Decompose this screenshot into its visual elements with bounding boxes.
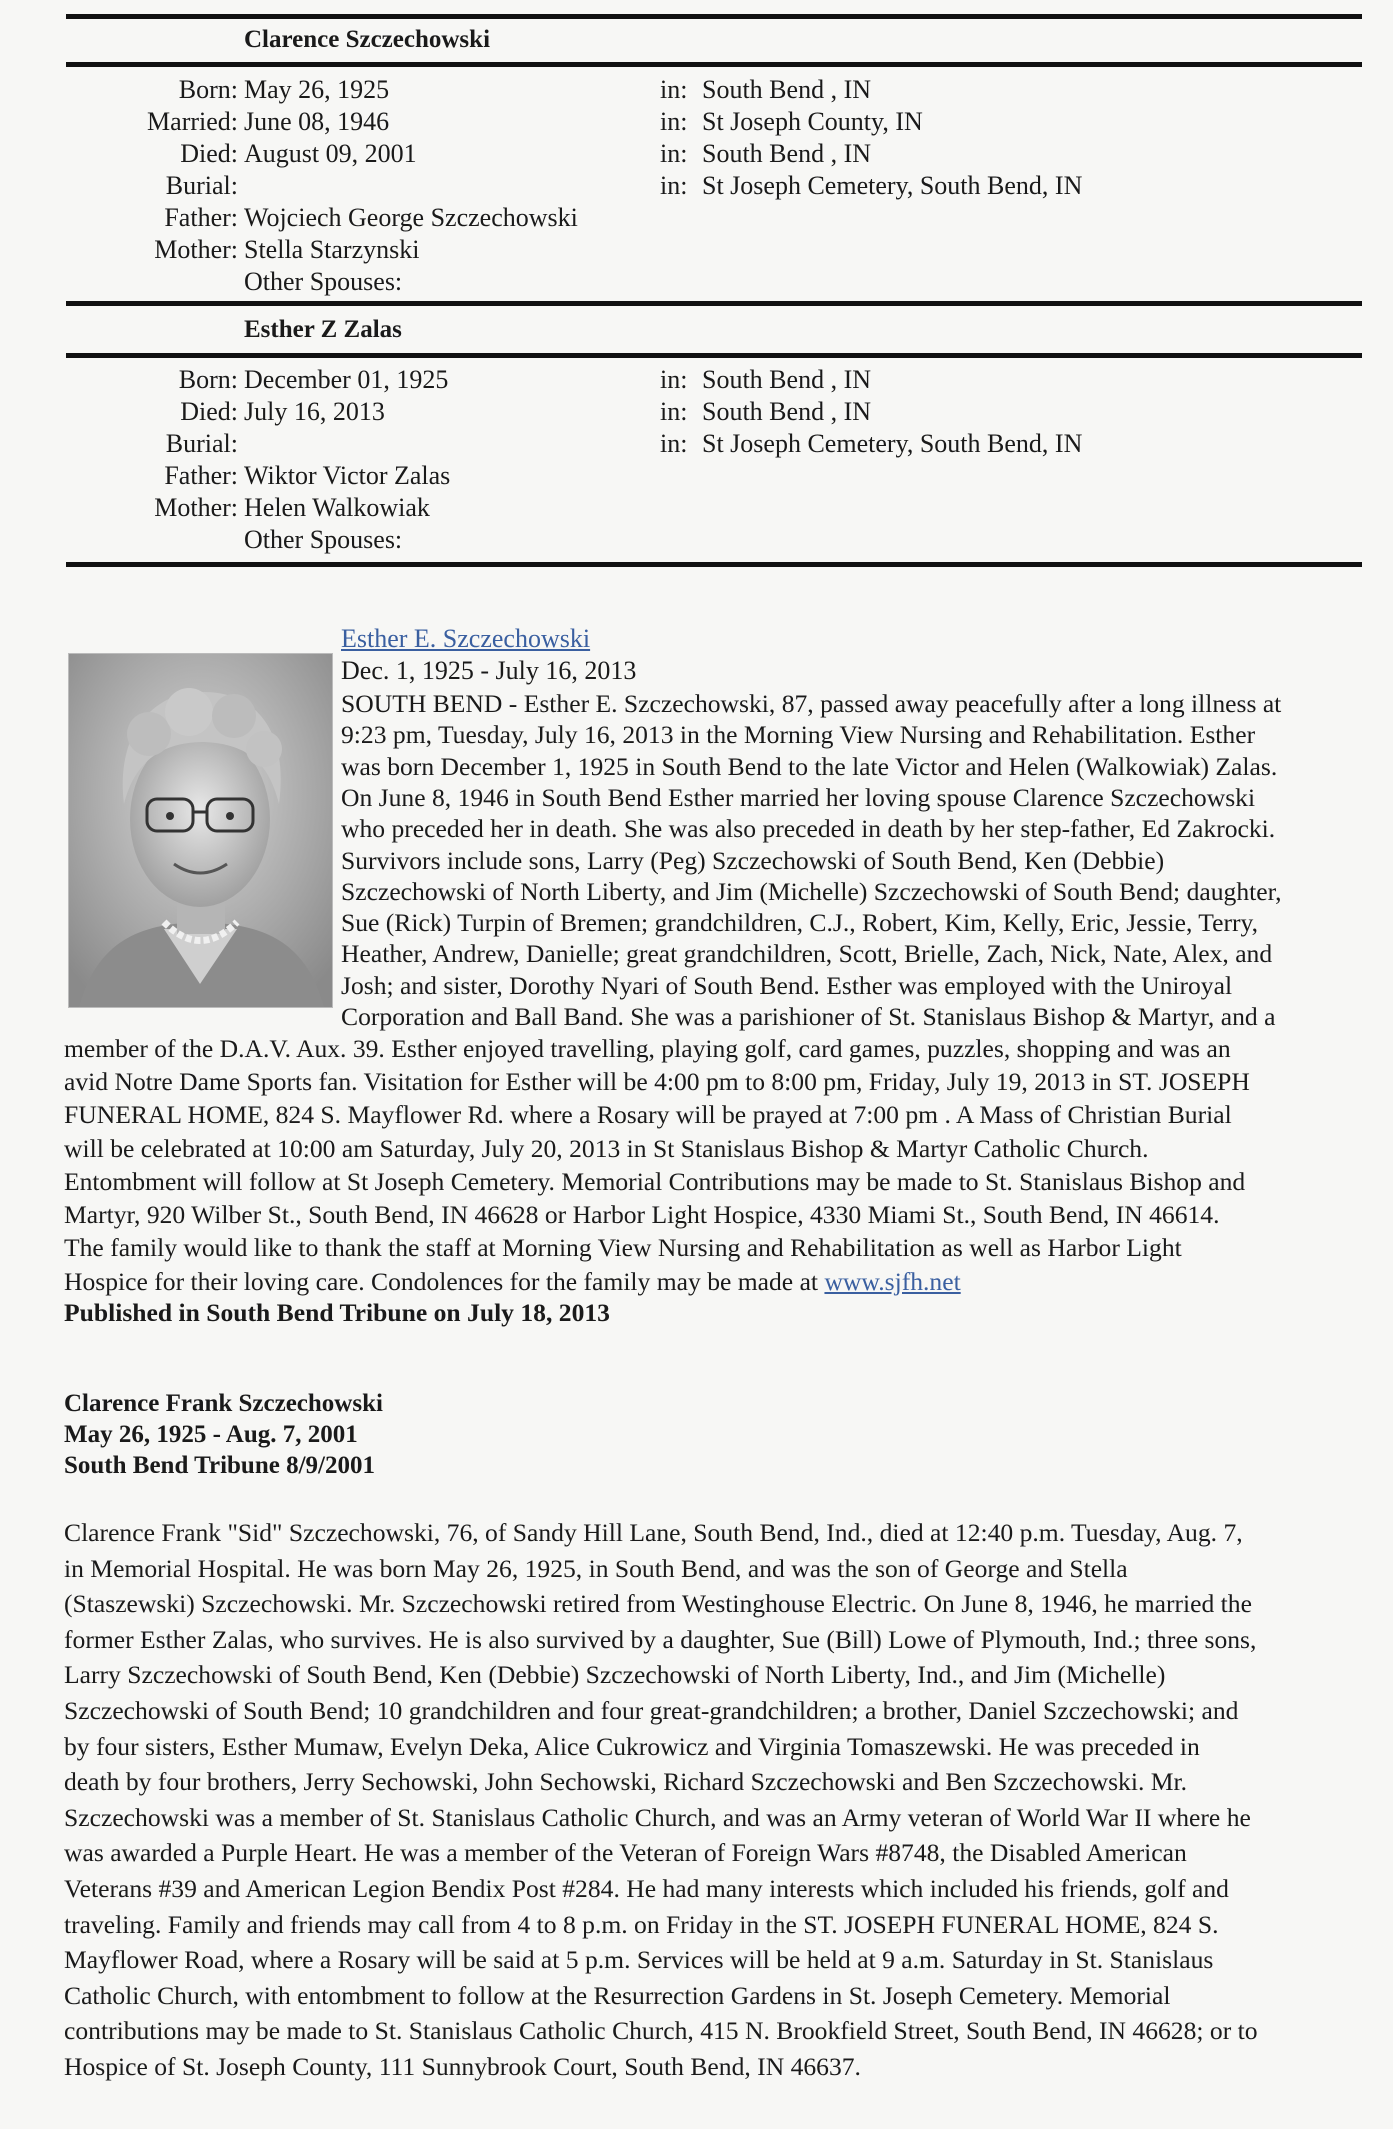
esther-name-link[interactable]: Esther E. Szczechowski <box>341 624 591 653</box>
fact-value: Wojciech George Szczechowski <box>244 203 578 232</box>
text-line: by four sisters, Esther Mumaw, Evelyn Deka, Alice Cukrowicz and Virginia Tomaszewski. He was preceded in <box>64 1731 1200 1761</box>
text-line: former Esther Zalas, who survives. He is also survived by a daughter, Sue (Bill) Lowe of Plymouth, Ind.; three sons, <box>64 1624 1257 1654</box>
fact-location <box>660 266 702 298</box>
text-line: Hospice of St. Joseph County, 111 Sunnybrook Court, South Bend, IN 46637. <box>64 2052 861 2081</box>
text-line: Szczechowski of North Liberty, and Jim (Michelle) Szczechowski of South Bend; daughter, <box>341 876 1282 906</box>
esther-condolence-line <box>64 1266 961 1298</box>
fact-label: Mother: <box>154 235 238 264</box>
text-line: 9:23 pm, Tuesday, July 16, 2013 in the Morning View Nursing and Rehabilitation. Esther <box>341 720 1256 750</box>
text-line: Martyr, 920 Wilber St., South Bend, IN 46628 or Harbor Light Hospice, 4330 Miami St., South Bend, IN 46614. <box>64 1200 1220 1229</box>
clarence-heading-source: South Bend Tribune 8/9/2001 <box>64 1452 375 1479</box>
text-line: Josh; and sister, Dorothy Nyari of South Bend. Esther was employed with the Uniroyal <box>341 970 1233 1000</box>
text-line: Veterans #39 and American Legion Bendix Post #284. He had many interests which included his friends, golf and <box>64 1874 1229 1903</box>
text-line: traveling. Family and friends may call from 4 to 8 p.m. on Friday in the ST. JOSEPH FUNERAL HOME, 824 S. <box>64 1909 1219 1939</box>
husband-fact-row <box>0 170 1393 202</box>
fact-location <box>660 492 702 524</box>
text-line: was born December 1, 1925 in South Bend to the late Victor and Helen (Walkowiak) Zalas. <box>341 751 1278 781</box>
fact-in-label: in: <box>660 429 688 458</box>
fact-in-label: in: <box>660 107 688 136</box>
clarence-heading-dates: May 26, 1925 - Aug. 7, 2001 <box>64 1421 358 1448</box>
fact-location <box>660 138 871 170</box>
fact-label: Burial: <box>165 171 238 200</box>
fact-value: Helen Walkowiak <box>244 493 430 522</box>
text-line: Szczechowski of South Bend; 10 grandchildren and four great-grandchildren; a brother, Daniel Szczechowski; and <box>64 1696 1239 1725</box>
wife-rule <box>66 353 1362 358</box>
text-line: Sue (Rick) Turpin of Bremen; grandchildren, C.J., Robert, Kim, Kelly, Eric, Jessie, Terry, <box>341 908 1259 938</box>
text-line: who preceded her in death. She was also preceded in death by her step-father, Ed Zakrocki. <box>341 814 1276 844</box>
funeral-home-link[interactable]: www.sjfh.net <box>824 1267 961 1296</box>
fact-value: May 26, 1925 <box>244 75 390 104</box>
fact-place: South Bend , IN <box>702 139 871 168</box>
text-line: Larry Szczechowski of South Bend, Ken (Debbie) Szczechowski of North Liberty, Ind., and Jim (Michelle) <box>64 1660 1166 1690</box>
fact-value: Other Spouses: <box>244 267 403 296</box>
fact-label: Born: <box>178 365 238 394</box>
fact-value: Stella Starzynski <box>244 235 420 264</box>
text-line: Catholic Church, with entombment to follow at the Resurrection Gardens in St. Joseph Cemetery. Memorial <box>64 1980 1171 2010</box>
fact-label: Father: <box>164 461 238 490</box>
wife-fact-row <box>0 460 1393 492</box>
text-line: avid Notre Dame Sports fan. Visitation for Esther will be 4:00 pm to 8:00 pm, Friday, July 19, 2013 in ST. JOSEPH <box>64 1067 1250 1097</box>
text-line: Mayflower Road, where a Rosary will be said at 5 p.m. Services will be held at 9 a.m. Saturday in St. Stanislaus <box>64 1945 1214 1975</box>
text-line: (Staszewski) Szczechowski. Mr. Szczechowski retired from Westinghouse Electric. On June 8, 1946, he married the <box>64 1589 1252 1619</box>
fact-label: Burial: <box>165 429 238 458</box>
fact-location <box>660 74 871 106</box>
text-line: Survivors include sons, Larry (Peg) Szczechowski of South Bend, Ken (Debbie) <box>341 845 1165 875</box>
fact-label: Married: <box>147 107 238 136</box>
fact-in-label: in: <box>660 139 688 168</box>
fact-label: Died: <box>180 139 238 168</box>
fact-location <box>660 460 702 492</box>
husband-name: Clarence Szczechowski <box>244 26 491 53</box>
text-line: Heather, Andrew, Danielle; great grandchildren, Scott, Brielle, Zach, Nick, Nate, Alex, and <box>341 939 1273 969</box>
text-line: contributions may be made to St. Stanislaus Catholic Church, 415 N. Brookfield Street, South Bend, IN 46628; or to <box>64 2016 1258 2046</box>
portrait-photo <box>68 653 333 1008</box>
portrait-image <box>69 654 332 1007</box>
fact-place: St Joseph Cemetery, South Bend, IN <box>702 171 1083 200</box>
fact-place: St Joseph Cemetery, South Bend, IN <box>702 429 1083 458</box>
wife-fact-row <box>0 428 1393 460</box>
condolence-text: Hospice for their loving care. Condolences for the family may be made at <box>64 1267 825 1296</box>
husband-rule <box>66 62 1362 67</box>
fact-in-label: in: <box>660 397 688 426</box>
fact-in-label: in: <box>660 365 688 394</box>
husband-fact-row <box>0 74 1393 106</box>
fact-location <box>660 170 1082 202</box>
fact-label: Mother: <box>154 493 238 522</box>
fact-label: Died: <box>180 397 238 426</box>
fact-place: St Joseph County, IN <box>702 107 923 136</box>
text-line: member of the D.A.V. Aux. 39. Esther enjoyed travelling, playing golf, card games, puzzles, shopping and was an <box>64 1034 1231 1063</box>
fact-location <box>660 202 702 234</box>
text-line: Entombment will follow at St Joseph Cemetery. Memorial Contributions may be made to St. Stanislaus Bishop and <box>64 1166 1246 1196</box>
text-line: in Memorial Hospital. He was born May 26, 1925, in South Bend, and was the son of George and Stella <box>64 1553 1128 1583</box>
fact-value: August 09, 2001 <box>244 139 417 168</box>
fact-value: June 08, 1946 <box>244 107 390 136</box>
fact-place: South Bend , IN <box>702 75 871 104</box>
fact-location <box>660 364 871 396</box>
fact-location <box>660 396 871 428</box>
husband-fact-row <box>0 202 1393 234</box>
fact-location <box>660 524 702 556</box>
fact-value: Other Spouses: <box>244 525 403 554</box>
clarence-heading-name: Clarence Frank Szczechowski <box>64 1390 383 1417</box>
husband-fact-row <box>0 138 1393 170</box>
fact-value: Wiktor Victor Zalas <box>244 461 451 490</box>
text-line: will be celebrated at 10:00 am Saturday, July 20, 2013 in St Stanislaus Bishop & Martyr Catholic Church. <box>64 1133 1149 1163</box>
esther-dates: Dec. 1, 1925 - July 16, 2013 <box>341 656 637 685</box>
text-line: SOUTH BEND - Esther E. Szczechowski, 87, passed away peacefully after a long illness at <box>341 689 1282 718</box>
fact-in-label: in: <box>660 171 688 200</box>
text-line: death by four brothers, Jerry Sechowski, John Sechowski, Richard Szczechowski and Ben Szczechowski. Mr. <box>64 1767 1188 1797</box>
fact-location <box>660 428 1082 460</box>
fact-value: December 01, 1925 <box>244 365 449 394</box>
wife-fact-row <box>0 524 1393 556</box>
bottom-rule <box>66 562 1362 567</box>
fact-location <box>660 234 702 266</box>
fact-in-label: in: <box>660 75 688 104</box>
wife-name: Esther Z Zalas <box>244 316 402 343</box>
fact-label: Father: <box>164 203 238 232</box>
text-line: The family would like to thank the staff at Morning View Nursing and Rehabilitation as well as Harbor Light <box>64 1233 1182 1263</box>
wife-fact-row <box>0 492 1393 524</box>
fact-label: Born: <box>178 75 238 104</box>
wife-fact-row <box>0 396 1393 428</box>
wife-top-rule <box>66 301 1362 306</box>
fact-location <box>660 106 923 138</box>
text-line: Szczechowski was a member of St. Stanislaus Catholic Church, and was an Army veteran of World War II where he <box>64 1802 1251 1832</box>
esther-published-line: Published in South Bend Tribune on July 18, 2013 <box>64 1298 610 1327</box>
fact-place: South Bend , IN <box>702 365 871 394</box>
text-line: Clarence Frank "Sid" Szczechowski, 76, of Sandy Hill Lane, South Bend, Ind., died at 12:40 p.m. Tuesday, Aug. 7, <box>64 1518 1243 1547</box>
top-rule <box>66 14 1362 19</box>
husband-fact-row <box>0 266 1393 298</box>
fact-place: South Bend , IN <box>702 397 871 426</box>
fact-value: July 16, 2013 <box>244 397 385 426</box>
husband-fact-row <box>0 234 1393 266</box>
text-line: On June 8, 1946 in South Bend Esther married her loving spouse Clarence Szczechowski <box>341 782 1256 812</box>
wife-fact-row <box>0 364 1393 396</box>
text-line: Corporation and Ball Band. She was a parishioner of St. Stanislaus Bishop & Martyr, and a <box>341 1002 1276 1031</box>
husband-fact-row <box>0 106 1393 138</box>
text-line: was awarded a Purple Heart. He was a member of the Veteran of Foreign Wars #8748, the Disabled American <box>64 1838 1187 1868</box>
text-line: FUNERAL HOME, 824 S. Mayflower Rd. where a Rosary will be prayed at 7:00 pm . A Mass of Christian Burial <box>64 1100 1232 1130</box>
